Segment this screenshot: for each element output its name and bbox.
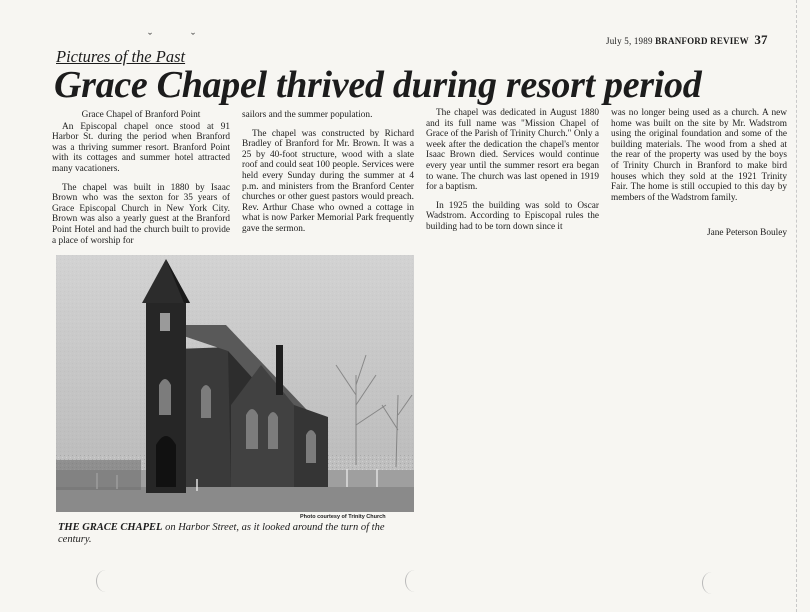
caption-text: on Harbor Street, as it looked around the turn of the century. [58,522,385,545]
paragraph: sailors and the summer population. [242,110,373,120]
paragraph: The chapel was constructed by Richard Bradley of Branford for Mr. Brown. It was a 25 by 40-foot structure, wood with a slate roof and could seat 100 people. Services were held every Sunday during the summer at 4 p.m. and ministers from the Branford Center churches or other guest pastors would preach. Rev. Arthur Chase who owned a cottage in what is now Parker Memorial Park frequently gave the sermon. [242,128,414,234]
binder-hole-mark [702,572,721,594]
article-subhead: Grace Chapel of Branford Point [81,110,201,120]
paragraph: An Episcopal chapel once stood at 91 Harbor St. during the period when Branford was a thriving summer resort. Branford Point with its cottages and summer hotel attracted many vacationers. [52,121,230,174]
issue-date: July 5, 1989 [606,36,653,46]
binder-hole-mark [96,570,115,592]
photo-caption [58,522,418,546]
binder-hole-mark [405,570,424,592]
paragraph: The chapel was dedicated in August 1880 and its full name was "Mission Chapel of Grace of the Parish of Trinity Church." Only a week after the dedication the chapel's mentor Isaac Brown died. Services would continue every year until the summer resort era began to wane. The church was last opened in 1919 for a baptism. [426,108,599,193]
scan-marks: ˇ ˇ [148,30,213,44]
paragraph: was no longer being used as a church. A new home was built on the site by Mr. Wadstrom using the original foundation and some of the building materials. The wood from a shed at the rear of the property was used by the boys of Trinity Church in Branford to make bird houses which they sold at the 1921 Trinity Fair. The home is still occupied to this day by members of the Wadstrom family. [611,108,787,203]
article-column-3 [426,108,599,233]
scan-edge-line [796,0,797,612]
section-kicker: Pictures of the Past [56,47,186,66]
article-column-4 [611,108,787,203]
headline: Grace Chapel thrived during resort period [54,64,702,106]
paragraph: The chapel was built in 1880 by Isaac Brown who was the sexton for 35 years of Grace Episcopal Church in New York City. Brown was also a yearly guest at the Branford Point Hotel and had the church built to provide a place of worship for [52,182,230,246]
photo-credit: Photo courtesy of Trinity Church [300,514,386,520]
article-column-2 [242,110,414,235]
page-number: 37 [754,32,768,47]
chapel-photo [56,255,414,512]
caption-lead: THE GRACE CHAPEL [58,522,163,533]
paragraph: In 1925 the building was sold to Oscar Wadstrom. According to Episcopal rules the building had to be torn down since it [426,200,599,232]
byline: Jane Peterson Bouley [706,228,787,238]
paper-name: BRANFORD REVIEW [655,36,749,46]
page-header [606,32,768,48]
article-column-1 [52,110,230,246]
